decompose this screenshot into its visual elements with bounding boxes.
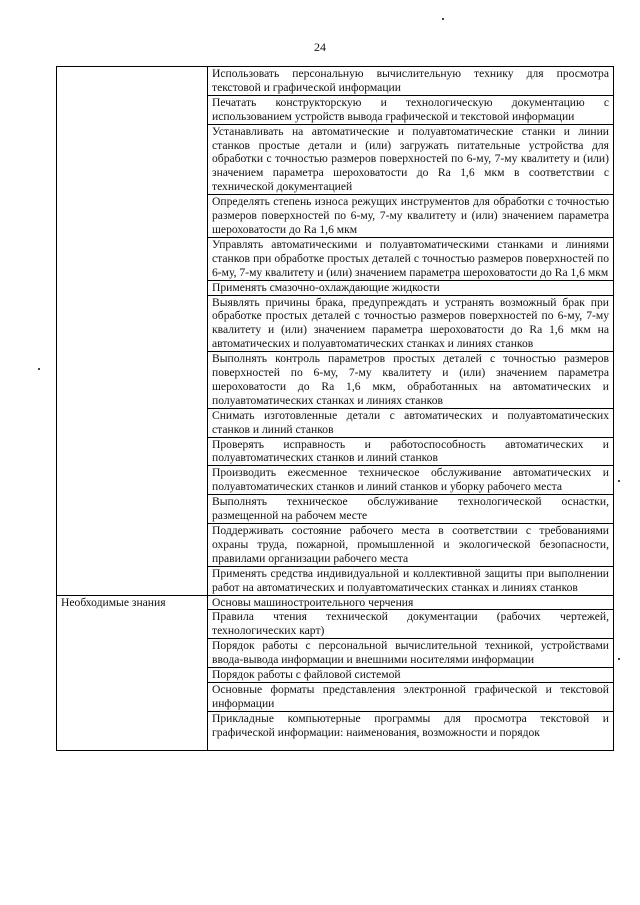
scan-dot xyxy=(38,368,40,370)
skill-item: Снимать изготовленные детали с автоматических и полуавтоматических станков и линий станков xyxy=(208,408,614,437)
skill-item: Применять смазочно-охлаждающие жидкости xyxy=(208,280,614,295)
skill-item: Проверять исправность и работоспособность автоматических и полуавтоматических станков и линий станков xyxy=(208,437,614,466)
skill-item: Печатать конструкторскую и технологическую документацию с использованием устройств вывода графической и текстовой информации xyxy=(208,95,614,124)
knowledge-item: Основные форматы представления электронной графической и текстовой информации xyxy=(208,682,614,711)
left-cell-knowledge-label: Необходимые знания xyxy=(57,595,208,750)
left-cell-skills xyxy=(57,67,208,596)
knowledge-item xyxy=(208,711,614,750)
knowledge-item-text: Прикладные компьютерные программы для просмотра текстовой и графической информации: наименования, возможности и порядок xyxy=(212,711,609,739)
scan-dot xyxy=(618,658,620,660)
knowledge-item: Правила чтения технической документации (рабочих чертежей, технологических карт) xyxy=(208,610,614,639)
knowledge-item: Основы машиностроительного черчения xyxy=(208,595,614,610)
skill-item: Управлять автоматическими и полуавтоматическими станками и линиями станков при обработке простых деталей с точностью размеров поверхностей по 6-му, 7-му квалитету и (или) значением параметра шероховатости до Ra 1,6 мкм xyxy=(208,237,614,280)
skill-item: Устанавливать на автоматические и полуавтоматические станки и линии станков простые детали и (или) загружать питательные устройства для обработки с точностью размеров поверхностей по 6-му, 7-му квалитету и (или) значением параметра шероховатости до Ra 1,6 мкм в соответствии с технической документацией xyxy=(208,124,614,195)
skill-item: Использовать персональную вычислительную технику для просмотра текстовой и графической информации xyxy=(208,67,614,96)
scan-dot xyxy=(442,18,444,20)
table-row xyxy=(57,595,614,610)
skill-item: Выполнять контроль параметров простых деталей с точностью размеров поверхностей по 6-му, 7-му квалитету и (или) значением параметра шероховатости до Ra 1,6 мкм, обработанных на автоматических и полуавтоматических станках и линиях станков xyxy=(208,352,614,409)
skill-item: Выявлять причины брака, предупреждать и устранять возможный брак при обработке простых деталей с точностью размеров поверхностей по 6-му, 7-му квалитету и (или) значением параметра шероховатости до Ra 1,6 мкм на автоматических и полуавтоматических станках и линиях станков xyxy=(208,295,614,352)
knowledge-item: Порядок работы с файловой системой xyxy=(208,668,614,683)
skill-item: Производить ежесменное техническое обслуживание автоматических и полуавтоматических станков и линий станков и уборку рабочего места xyxy=(208,466,614,495)
skill-item: Выполнять техническое обслуживание технологической оснастки, размещенной на рабочем месте xyxy=(208,495,614,524)
requirements-table xyxy=(56,66,614,751)
table-row xyxy=(57,67,614,96)
page-number: 24 xyxy=(314,40,326,54)
skill-item: Применять средства индивидуальной и коллективной защиты при выполнении работ на автоматических и полуавтоматических станках и линиях станков xyxy=(208,566,614,595)
skill-item: Поддерживать состояние рабочего места в соответствии с требованиями охраны труда, пожарной, промышленной и экологической безопасности, правилами организации рабочего места xyxy=(208,524,614,567)
knowledge-item: Порядок работы с персональной вычислительной техникой, устройствами ввода-вывода информации и внешними носителями информации xyxy=(208,639,614,668)
scan-dot xyxy=(618,480,620,482)
skill-item: Определять степень износа режущих инструментов для обработки с точностью размеров поверхностей по 6-му, 7-му квалитету и (или) значением параметра шероховатости до Ra 1,6 мкм xyxy=(208,195,614,238)
